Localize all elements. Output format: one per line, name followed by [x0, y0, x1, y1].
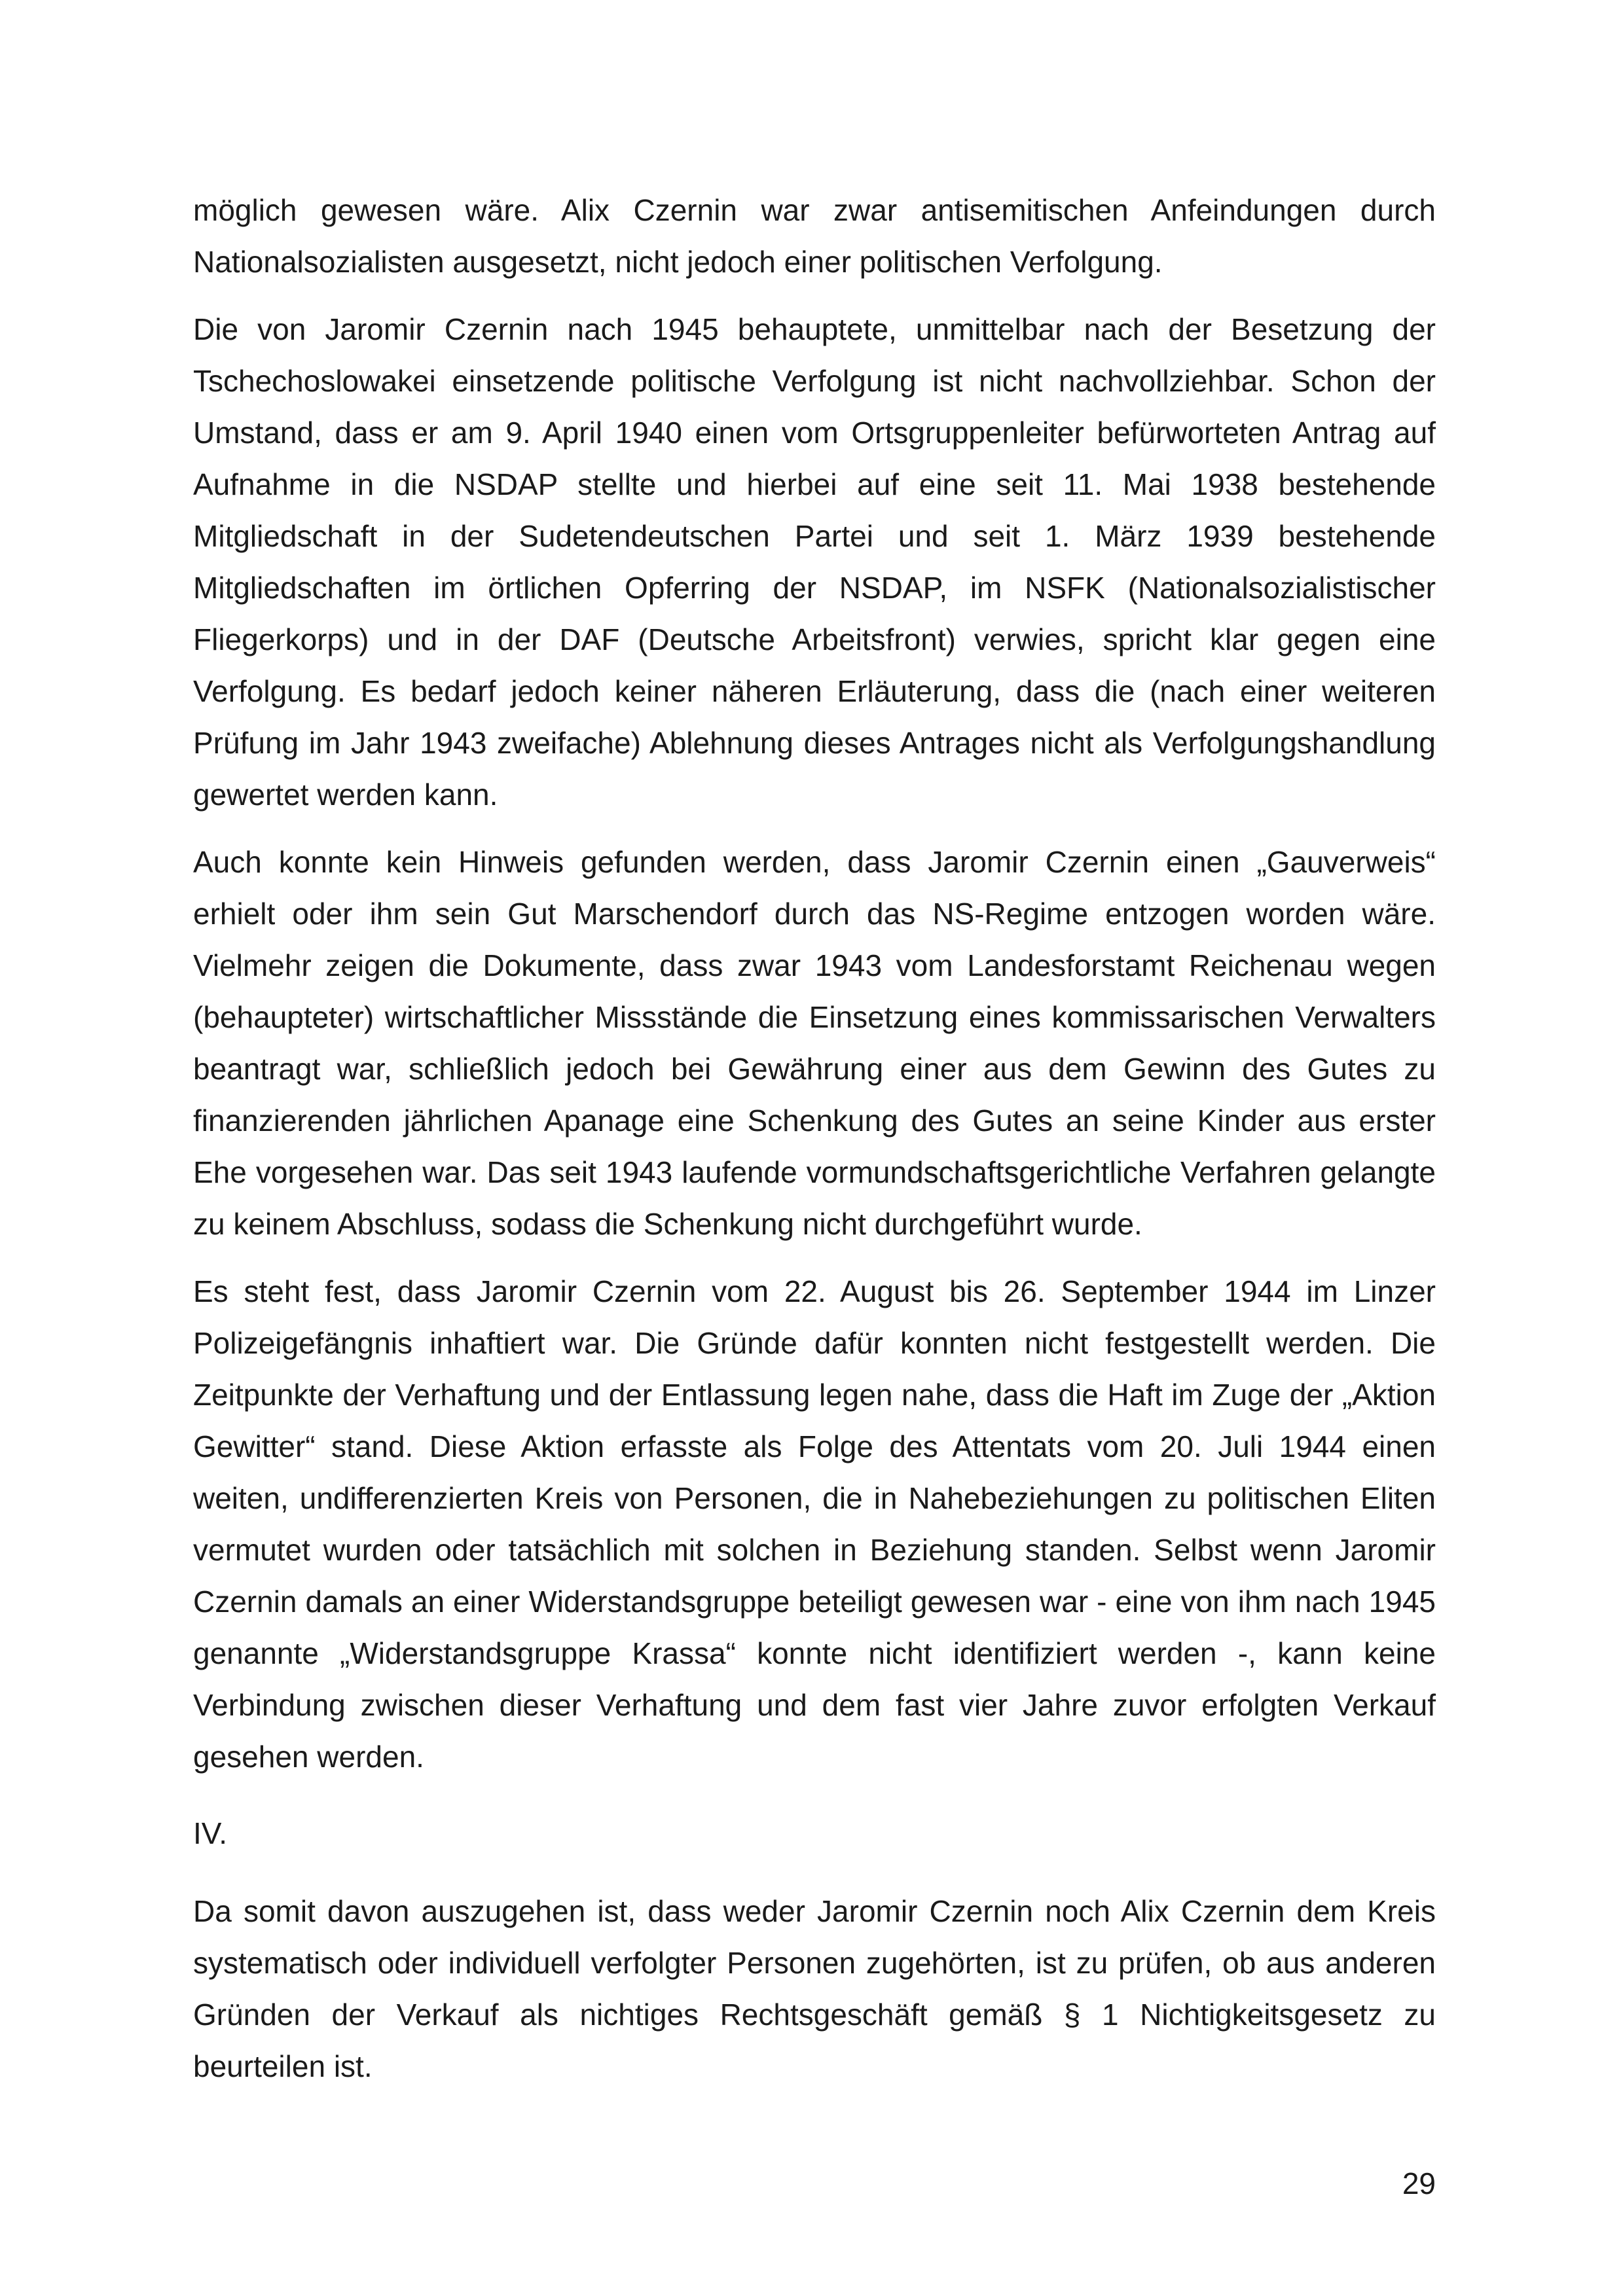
paragraph-4: Es steht fest, dass Jaromir Czernin vom 22. August bis 26. September 1944 im Linzer Polizeigefängnis inhaftiert war. Die Gründe dafür konnten nicht festgestellt werden. Die Zeitpunkte der Verhaftung und der Entlassung legen nahe, dass die Haft im Zuge der „Aktion Gewitter“ stand. Diese Aktion erfasste als Folge des Attentats vom 20. Juli 1944 einen weiten, undifferenzierten Kreis von Personen, die in Nahebeziehungen zu politischen Eliten vermutet wurden oder tatsächlich mit solchen in Beziehung standen. Selbst wenn Jaromir Czernin damals an einer Widerstandsgruppe beteiligt gewesen war - eine von ihm nach 1945 genannte „Widerstandsgruppe Krassa“ konnte nicht identifiziert werden -, kann keine Verbindung zwischen dieser Verhaftung und dem fast vier Jahre zuvor erfolgten Verkauf gesehen werden. — [193, 1274, 1436, 1774]
section-heading: IV. — [193, 1816, 228, 1850]
paragraph-2: Die von Jaromir Czernin nach 1945 behauptete, unmittelbar nach der Besetzung der Tschechoslowakei einsetzende politische Verfolgung ist nicht nachvollziehbar. Schon der Umstand, dass er am 9. April 1940 einen vom Ortsgruppenleiter befürworteten Antrag auf Aufnahme in die NSDAP stellte und hierbei auf eine seit 11. Mai 1938 bestehende Mitgliedschaft in der Sudetendeutschen Partei und seit 1. März 1939 bestehende Mitgliedschaften im örtlichen Opferring der NSDAP, im NSFK (Nationalsozialistischer Fliegerkorps) und in der DAF (Deutsche Arbeitsfront) verwies, spricht klar gegen eine Verfolgung. Es bedarf jedoch keiner näheren Erläuterung, dass die (nach einer weiteren Prüfung im Jahr 1943 zweifache) Ablehnung dieses Antrages nicht als Verfolgungshandlung gewertet werden kann. — [193, 312, 1436, 812]
paragraph-5: Da somit davon auszugehen ist, dass weder Jaromir Czernin noch Alix Czernin dem Kreis systematisch oder individuell verfolgter Personen zugehörten, ist zu prüfen, ob aus anderen Gründen der Verkauf als nichtiges Rechtsgeschäft gemäß § 1 Nichtigkeitsgesetz zu beurteilen ist. — [193, 1894, 1436, 2083]
page-number: 29 — [1402, 2166, 1436, 2200]
page-body — [193, 185, 1436, 2108]
paragraph-3: Auch konnte kein Hinweis gefunden werden, dass Jaromir Czernin einen „Gauverweis“ erhielt oder ihm sein Gut Marschendorf durch das NS-Regime entzogen worden wäre. Vielmehr zeigen die Dokumente, dass zwar 1943 vom Landesforstamt Reichenau wegen (behaupteter) wirtschaftlicher Missstände die Einsetzung eines kommissarischen Verwalters beantragt war, schließlich jedoch bei Gewährung einer aus dem Gewinn des Gutes zu finanzierenden jährlichen Apanage eine Schenkung des Gutes an seine Kinder aus erster Ehe vorgesehen war. Das seit 1943 laufende vormundschaftsgerichtliche Verfahren gelangte zu keinem Abschluss, sodass die Schenkung nicht durchgeführt wurde. — [193, 845, 1436, 1241]
paragraph-1: möglich gewesen wäre. Alix Czernin war zwar antisemitischen Anfeindungen durch Nationalsozialisten ausgesetzt, nicht jedoch einer politischen Verfolgung. — [193, 193, 1436, 279]
